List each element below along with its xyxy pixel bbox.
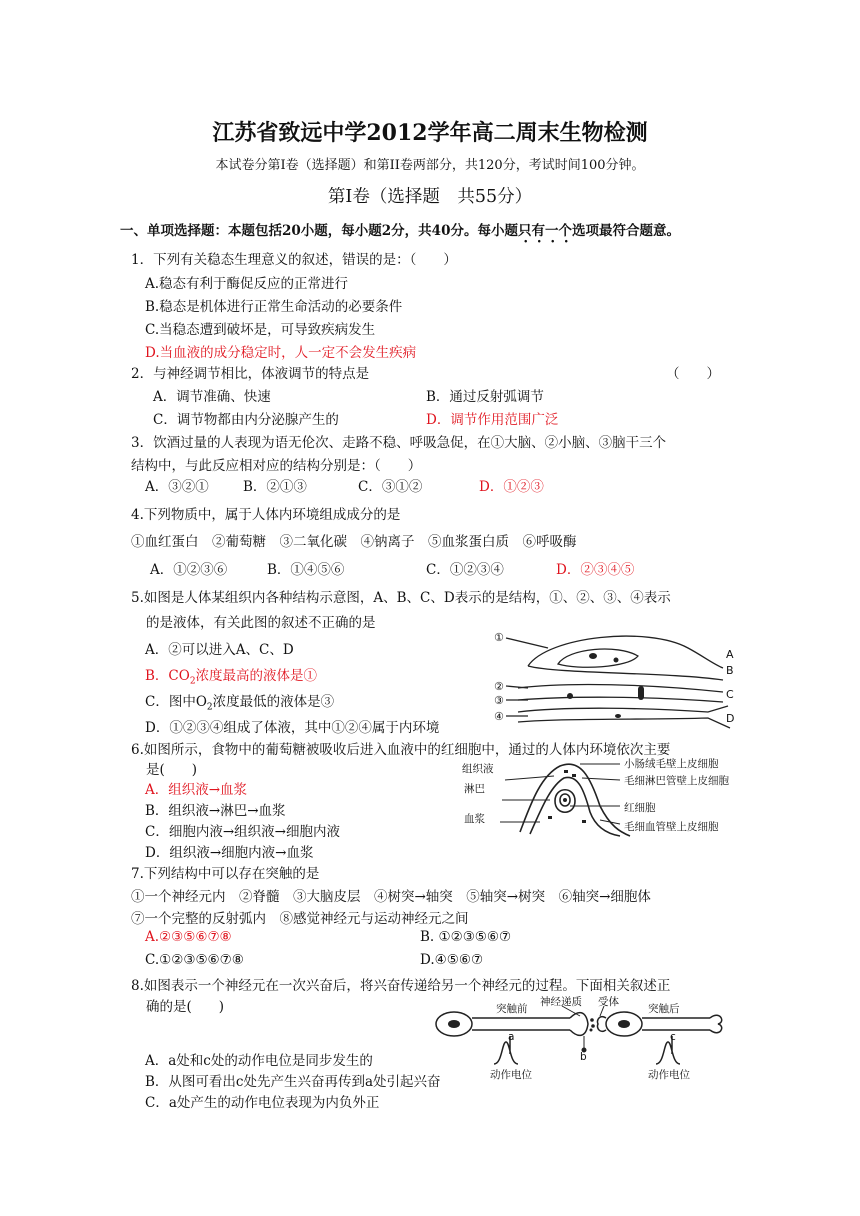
villus-label-lymph: 淋巴 — [464, 783, 485, 795]
tissue-structure-figure — [488, 626, 738, 732]
part-title: 第Ⅰ卷（选择题 共55分） — [327, 187, 533, 207]
villus-label-lymph-capillary: 毛细淋巴管壁上皮细胞 — [624, 775, 729, 787]
fig-label-b: B — [726, 664, 734, 677]
question-2-paren: （ ） — [666, 366, 720, 382]
question-5-option-b-post: 浓度最高的液体是① — [195, 668, 318, 684]
synapse-label-transmitter: 神经递质 — [540, 996, 582, 1008]
section-heading-end: 选项最符合题意。 — [571, 223, 680, 239]
villus-label-tissue-fluid: 组织液 — [462, 763, 494, 775]
synapse-figure — [432, 992, 728, 1082]
question-7-option-d: D.④⑤⑥⑦ — [420, 952, 484, 968]
question-5-option-c-pre: C．图中O — [145, 694, 207, 710]
question-5-stem-line-1: 5.如图是人体某组织内各种结构示意图，A、B、C、D表示的是结构，①、②、③、④表示 — [131, 590, 671, 606]
question-4-option-a: A．①②③⑥ — [150, 562, 228, 578]
question-5-option-d: D．①②③④组成了体液，其中①②④属于内环境 — [145, 720, 440, 736]
exam-subtitle: 本试卷分第Ⅰ卷（选择题）和第II卷两部分，共120分，考试时间100分钟。 — [215, 158, 645, 173]
page-title: 江苏省致远中学2012学年高二周末生物检测 — [212, 120, 648, 146]
synapse-label-receptor: 受体 — [598, 996, 619, 1008]
question-2-option-a: A．调节准确、快速 — [153, 389, 271, 405]
question-7-items-line-1: ①一个神经元内 ②脊髓 ③大脑皮层 ④树突→轴突 ⑤轴突→树突 ⑥轴突→细胞体 — [131, 889, 651, 905]
fig-label-4: ④ — [494, 710, 504, 723]
fig-label-3: ③ — [494, 694, 504, 707]
question-5-answer-b — [145, 664, 317, 687]
villus-label-red-cell: 红细胞 — [624, 802, 656, 814]
question-5-option-c — [145, 690, 334, 713]
villus-label-epithelial: 小肠绒毛壁上皮细胞 — [624, 758, 719, 770]
question-4-option-b: B．①④⑤⑥ — [267, 562, 345, 578]
question-8-option-a: A．a处和c处的动作电位是同步发生的 — [145, 1053, 373, 1069]
fig-label-c: C — [726, 688, 734, 701]
question-5-option-b-pre: B．CO — [145, 668, 190, 684]
emphasis-char: 一 — [544, 223, 559, 239]
synapse-point-a: a — [508, 1031, 515, 1043]
synapse-point-c: c — [670, 1031, 676, 1043]
question-7-stem: 7.下列结构中可以存在突触的是 — [131, 866, 320, 882]
villus-label-blood-capillary: 毛细血管壁上皮细胞 — [624, 821, 719, 833]
question-5-stem-line-2: 的是液体，有关此图的叙述不正确的是 — [146, 615, 376, 631]
synapse-label-pre: 突触前 — [496, 1003, 528, 1015]
question-2-stem: 2．与神经调节相比，体液调节的特点是 — [131, 366, 370, 382]
question-5-option-a: A．②可以进入A、C、D — [145, 642, 294, 658]
question-6-option-c: C．细胞内液→组织液→细胞内液 — [145, 824, 340, 840]
question-5-option-c-post: 浓度最低的液体是③ — [212, 694, 335, 710]
question-3-option-c: C．③①② — [358, 479, 423, 495]
question-1-option-c: C.当稳态遭到破坏是，可导致疾病发生 — [145, 322, 376, 338]
question-1-option-b: B.稳态是机体进行正常生命活动的必要条件 — [145, 299, 403, 315]
fig-label-2: ② — [494, 680, 504, 693]
question-8-stem-line-1: 8.如图表示一个神经元在一次兴奋后，将兴奋传递给另一个神经元的过程。下面相关叙述正 — [131, 978, 671, 994]
question-2-answer-d: D．调节作用范围广泛 — [426, 412, 559, 428]
fig-label-1: ① — [494, 631, 504, 644]
villus-figure — [460, 756, 760, 840]
question-6-answer-a: A．组织液→血浆 — [145, 782, 248, 798]
question-3-option-b: B．②①③ — [243, 479, 307, 495]
question-2-option-c: C．调节物都由内分泌腺产生的 — [153, 412, 339, 428]
question-4-option-c: C．①②③④ — [426, 562, 504, 578]
emphasis-char: 只 — [517, 223, 532, 239]
question-6-stem-line-2: 是( ) — [146, 762, 198, 778]
question-7-answer-a: A.②③⑤⑥⑦⑧ — [145, 929, 232, 945]
synapse-point-b: b — [580, 1051, 587, 1063]
question-1-option-a: A.稳态有利于酶促反应的正常进行 — [145, 276, 349, 292]
question-2-option-b: B．通过反射弧调节 — [426, 389, 544, 405]
question-6-option-d: D．组织液→细胞内液→血浆 — [145, 845, 314, 861]
question-4-items: ①血红蛋白 ②葡萄糖 ③二氧化碳 ④钠离子 ⑤血浆蛋白质 ⑥呼吸酶 — [131, 534, 577, 550]
section-heading-text: 一、单项选择题：本题包括20小题，每小题2分，共40分。每小题 — [120, 223, 518, 239]
synapse-label-potential-a: 动作电位 — [490, 1069, 532, 1081]
subscript: 2 — [206, 702, 213, 713]
question-8-option-c: C．a处产生的动作电位表现为内负外正 — [145, 1095, 380, 1111]
fig-label-d: D — [726, 712, 735, 725]
question-8-stem-line-2: 确的是( ) — [146, 999, 225, 1015]
question-7-option-b: B. ①②③⑤⑥⑦ — [420, 929, 512, 945]
question-6-stem-line-1: 6.如图所示，食物中的葡萄糖被吸收后进入血液中的红细胞中，通过的人体内环境依次主要 — [131, 742, 671, 758]
question-7-option-c: C.①②③⑤⑥⑦⑧ — [145, 952, 244, 968]
question-1-stem: 1．下列有关稳态生理意义的叙述，错误的是：（ ） — [131, 252, 457, 268]
question-3-option-a: A．③②① — [145, 479, 209, 495]
villus-label-plasma: 血浆 — [464, 813, 485, 825]
question-4-answer-d: D．②③④⑤ — [556, 562, 635, 578]
synapse-label-potential-c: 动作电位 — [648, 1069, 690, 1081]
question-1-answer-d: D.当血液的成分稳定时，人一定不会发生疾病 — [145, 345, 417, 361]
question-3-stem-line-2: 结构中，与此反应相对应的结构分别是：（ ） — [131, 458, 422, 474]
question-7-items-line-2: ⑦一个完整的反射弧内 ⑧感觉神经元与运动神经元之间 — [131, 911, 469, 927]
question-3-stem-line-1: 3．饮酒过量的人表现为语无伦次、走路不稳、呼吸急促，在①大脑、②小脑、③脑干三个 — [131, 435, 667, 451]
subscript: 2 — [189, 676, 196, 687]
question-8-option-b: B．从图可看出c处先产生兴奋再传到a处引起兴奋 — [145, 1074, 441, 1090]
question-6-option-b: B．组织液→淋巴→血浆 — [145, 803, 286, 819]
question-3-answer-d: D．①②③ — [479, 479, 544, 495]
synapse-label-post: 突触后 — [648, 1003, 680, 1015]
emphasis-char: 个 — [558, 223, 572, 239]
question-4-stem: 4.下列物质中，属于人体内环境组成成分的是 — [131, 507, 401, 523]
section-heading — [120, 219, 680, 239]
fig-label-a: A — [726, 648, 734, 661]
emphasis-char: 有 — [531, 223, 545, 239]
